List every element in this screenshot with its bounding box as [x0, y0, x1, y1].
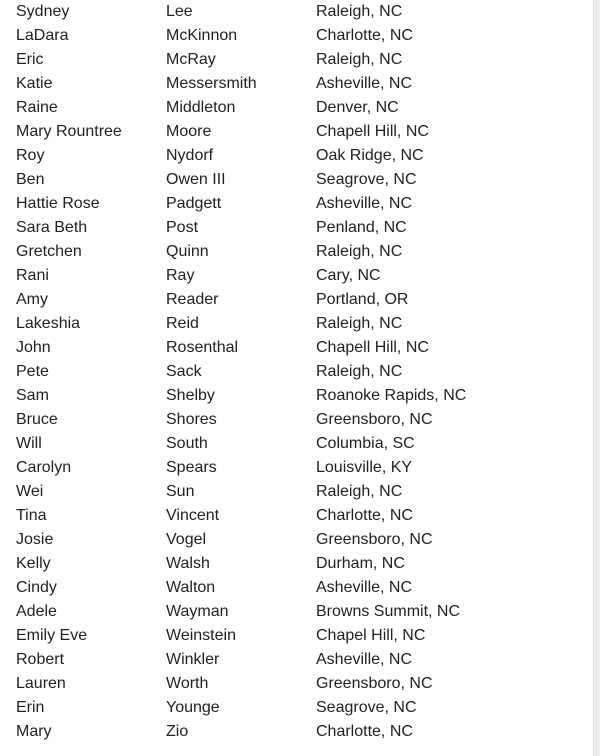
table-row	[16, 312, 586, 336]
table-row	[16, 288, 586, 312]
first-name-cell: Hattie Rose	[16, 195, 100, 212]
city-cell: Raleigh, NC	[316, 363, 403, 380]
table-row	[16, 336, 586, 360]
table-row	[16, 576, 586, 600]
city-cell: Raleigh, NC	[316, 483, 403, 500]
table-row	[16, 528, 586, 552]
first-name-cell: Sara Beth	[16, 219, 88, 236]
last-name-cell: McKinnon	[166, 27, 238, 44]
city-cell: Oak Ridge, NC	[316, 147, 424, 164]
city-cell: Asheville, NC	[316, 579, 413, 596]
city-cell: Greensboro, NC	[316, 531, 433, 548]
last-name-cell: Owen III	[166, 171, 226, 188]
last-name-cell: Sun	[166, 483, 195, 500]
city-cell: Columbia, SC	[316, 435, 415, 452]
first-name-cell: Erin	[16, 699, 45, 716]
first-name-cell: Pete	[16, 363, 49, 380]
last-name-cell: Quinn	[166, 243, 209, 260]
table-row	[16, 96, 586, 120]
last-name-cell: Moore	[166, 123, 212, 140]
first-name-cell: Adele	[16, 603, 57, 620]
first-name-cell: Amy	[16, 291, 48, 308]
city-cell: Louisville, KY	[316, 459, 413, 476]
city-cell: Chapell Hill, NC	[316, 123, 429, 140]
last-name-cell: Ray	[166, 267, 195, 284]
table-row	[16, 48, 586, 72]
first-name-cell: Kelly	[16, 555, 51, 572]
first-name-cell: LaDara	[16, 27, 69, 44]
table-row	[16, 720, 586, 744]
table-row	[16, 408, 586, 432]
city-cell: Seagrove, NC	[316, 699, 417, 716]
first-name-cell: Carolyn	[16, 459, 72, 476]
first-name-cell: Bruce	[16, 411, 58, 428]
city-cell: Asheville, NC	[316, 75, 413, 92]
last-name-cell: Messersmith	[166, 75, 257, 92]
last-name-cell: Walsh	[166, 555, 210, 572]
first-name-cell: Gretchen	[16, 243, 82, 260]
first-name-cell: Eric	[16, 51, 44, 68]
last-name-cell: South	[166, 435, 208, 452]
last-name-cell: Worth	[166, 675, 209, 692]
table-row	[16, 168, 586, 192]
last-name-cell: Winkler	[166, 651, 220, 668]
last-name-cell: Padgett	[166, 195, 222, 212]
first-name-cell: Cindy	[16, 579, 57, 596]
first-name-cell: Katie	[16, 75, 53, 92]
table-row	[16, 240, 586, 264]
city-cell: Raleigh, NC	[316, 3, 403, 20]
last-name-cell: Lee	[166, 3, 193, 20]
last-name-cell: Wayman	[166, 603, 229, 620]
first-name-cell: Lakeshia	[16, 315, 81, 332]
city-cell: Durham, NC	[316, 555, 405, 572]
city-cell: Raleigh, NC	[316, 315, 403, 332]
city-cell: Chapell Hill, NC	[316, 339, 429, 356]
first-name-cell: Mary Rountree	[16, 123, 122, 140]
last-name-cell: Zio	[166, 723, 189, 740]
city-cell: Penland, NC	[316, 219, 407, 236]
last-name-cell: Vogel	[166, 531, 207, 548]
last-name-cell: Rosenthal	[166, 339, 239, 356]
last-name-cell: Post	[166, 219, 199, 236]
table-row	[16, 360, 586, 384]
table-row	[16, 456, 586, 480]
first-name-cell: Robert	[16, 651, 65, 668]
city-cell: Charlotte, NC	[316, 27, 413, 44]
table-row	[16, 264, 586, 288]
table-row	[16, 432, 586, 456]
first-name-cell: Roy	[16, 147, 45, 164]
table-row	[16, 552, 586, 576]
first-name-cell: Wei	[16, 483, 44, 500]
scrollbar[interactable]	[593, 0, 600, 756]
last-name-cell: Nydorf	[166, 147, 214, 164]
first-name-cell: Sam	[16, 387, 49, 404]
first-name-cell: Raine	[16, 99, 58, 116]
last-name-cell: Walton	[166, 579, 216, 596]
city-cell: Denver, NC	[316, 99, 399, 116]
table-row	[16, 144, 586, 168]
table-row	[16, 120, 586, 144]
table-row	[16, 384, 586, 408]
first-name-cell: Will	[16, 435, 42, 452]
first-name-cell: Emily Eve	[16, 627, 88, 644]
first-name-cell: Lauren	[16, 675, 66, 692]
city-cell: Raleigh, NC	[316, 51, 403, 68]
first-name-cell: Rani	[16, 267, 49, 284]
city-cell: Chapel Hill, NC	[316, 627, 426, 644]
last-name-cell: Reid	[166, 315, 199, 332]
last-name-cell: Shores	[166, 411, 217, 428]
table-row	[16, 480, 586, 504]
table-row	[16, 696, 586, 720]
city-cell: Charlotte, NC	[316, 507, 413, 524]
city-cell: Roanoke Rapids, NC	[316, 387, 467, 404]
city-cell: Greensboro, NC	[316, 675, 433, 692]
city-cell: Asheville, NC	[316, 651, 413, 668]
city-cell: Portland, OR	[316, 291, 409, 308]
table-row	[16, 72, 586, 96]
first-name-cell: John	[16, 339, 51, 356]
city-cell: Asheville, NC	[316, 195, 413, 212]
city-cell: Seagrove, NC	[316, 171, 417, 188]
table-row	[16, 24, 586, 48]
last-name-cell: Weinstein	[166, 627, 236, 644]
last-name-cell: Shelby	[166, 387, 215, 404]
last-name-cell: Spears	[166, 459, 217, 476]
people-table-body	[16, 0, 586, 744]
people-table	[16, 0, 586, 744]
first-name-cell: Sydney	[16, 3, 70, 20]
table-row	[16, 0, 586, 24]
table-row	[16, 672, 586, 696]
city-cell: Charlotte, NC	[316, 723, 413, 740]
first-name-cell: Ben	[16, 171, 45, 188]
table-row	[16, 624, 586, 648]
first-name-cell: Josie	[16, 531, 54, 548]
city-cell: Raleigh, NC	[316, 243, 403, 260]
last-name-cell: Reader	[166, 291, 219, 308]
last-name-cell: Sack	[166, 363, 202, 380]
first-name-cell: Tina	[16, 507, 47, 524]
city-cell: Browns Summit, NC	[316, 603, 461, 620]
last-name-cell: Vincent	[166, 507, 220, 524]
last-name-cell: Younge	[166, 699, 220, 716]
table-row	[16, 192, 586, 216]
table-row	[16, 216, 586, 240]
first-name-cell: Mary	[16, 723, 52, 740]
table-row	[16, 648, 586, 672]
table-row	[16, 504, 586, 528]
city-cell: Greensboro, NC	[316, 411, 433, 428]
city-cell: Cary, NC	[316, 267, 381, 284]
last-name-cell: McRay	[166, 51, 216, 68]
last-name-cell: Middleton	[166, 99, 236, 116]
table-row	[16, 600, 586, 624]
